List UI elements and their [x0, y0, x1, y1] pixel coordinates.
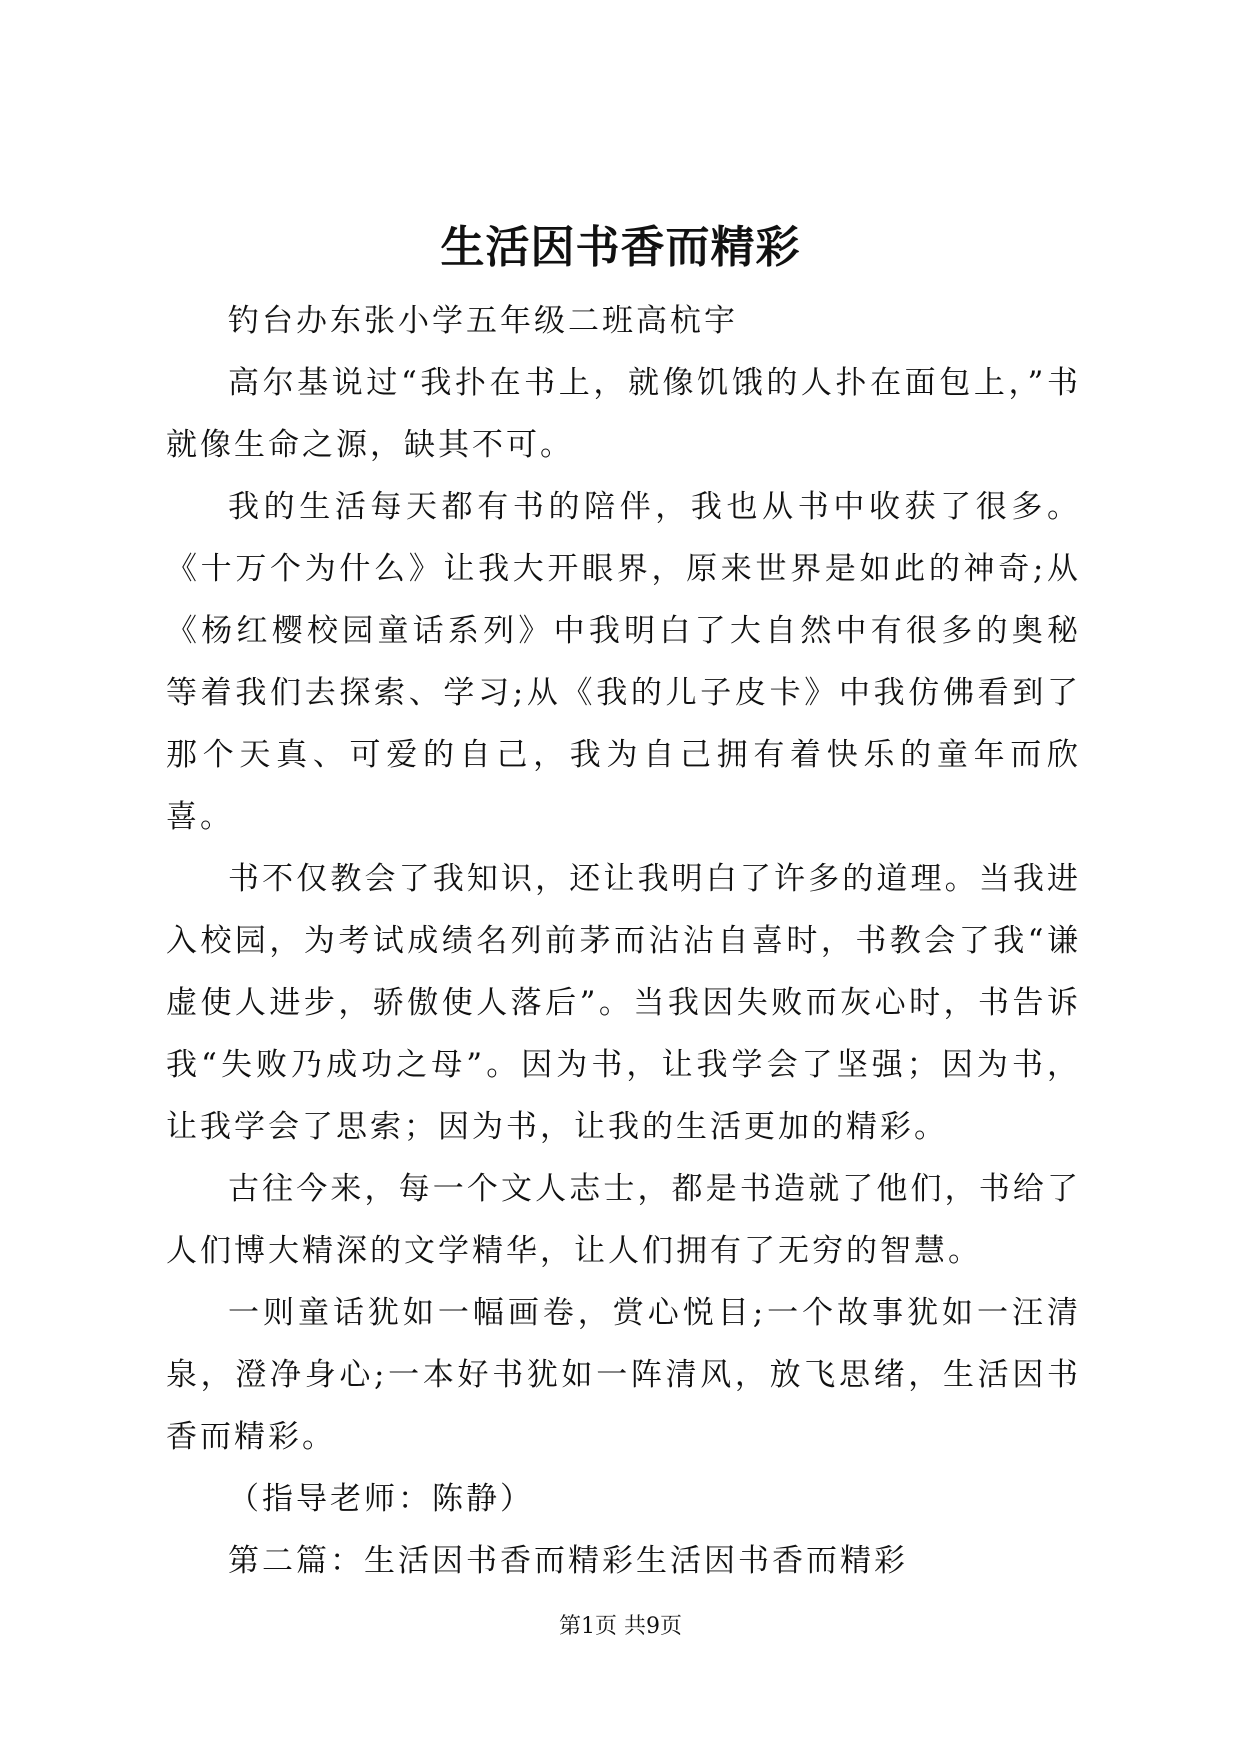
page-number-footer: 第1页 共9页	[559, 1614, 682, 1639]
paragraph-5: 一则童话犹如一幅画卷，赏心悦目;一个故事犹如一汪清泉，澄净身心;一本好书犹如一阵清风，放飞思绪，生活因书香而精彩。	[166, 1295, 1081, 1455]
paragraph-3: 书不仅教会了我知识，还让我明白了许多的道理。当我进入校园，为考试成绩名列前茅而沾沾自喜时，书教会了我“谦虚使人进步，骄傲使人落后”。当我因失败而灰心时，书告诉我“失败乃成功之母”。因为书，让我学会了坚强；因为书，让我学会了思索；因为书，让我的生活更加的精彩。	[166, 861, 1081, 1145]
paragraph-2: 我的生活每天都有书的陪伴，我也从书中收获了很多。《十万个为什么》让我大开眼界，原来世界是如此的神奇;从《杨红樱校园童话系列》中我明白了大自然中有很多的奥秘等着我们去探索、学习;从《我的儿子皮卡》中我仿佛看到了那个天真、可爱的自己，我为自己拥有着快乐的童年而欣喜。	[166, 489, 1081, 835]
paragraph-1: 高尔基说过“我扑在书上，就像饥饿的人扑在面包上，”书就像生命之源，缺其不可。	[166, 365, 1081, 463]
author-line: 钓台办东张小学五年级二班高杭宇	[228, 303, 738, 339]
paragraph-4: 古往今来，每一个文人志士，都是书造就了他们，书给了人们博大精深的文学精华，让人们拥有了无穷的智慧。	[166, 1171, 1081, 1269]
advisor-line: （指导老师：陈静）	[228, 1481, 534, 1517]
second-part-heading: 第二篇：生活因书香而精彩生活因书香而精彩	[228, 1543, 908, 1579]
document-title: 生活因书香而精彩	[440, 222, 801, 273]
document-body	[166, 290, 1081, 1592]
